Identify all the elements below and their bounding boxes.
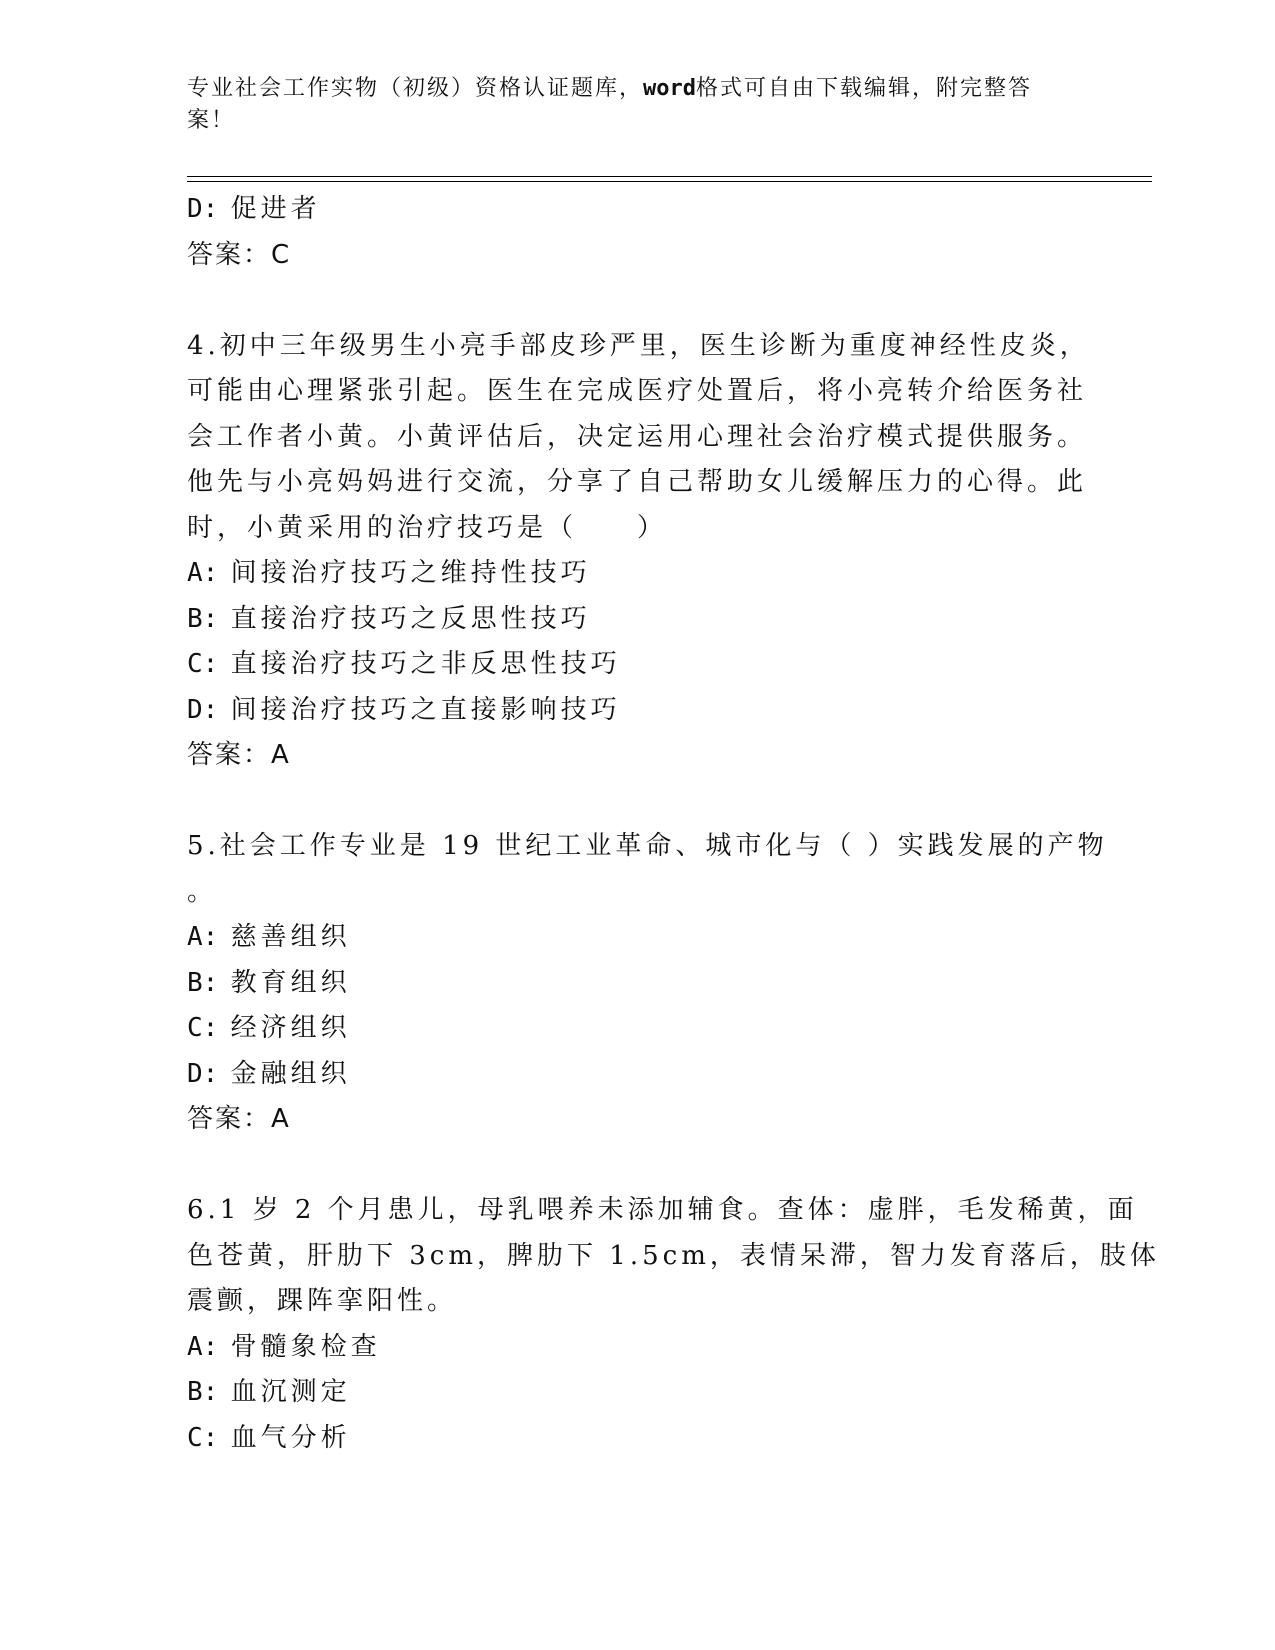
q4-answer: 答案：A xyxy=(187,740,291,770)
q4-option-c xyxy=(187,642,1087,688)
question-stem-line: 时，小黄采用的治疗技巧是（ ） xyxy=(187,512,668,543)
option-text: 慈善组织 xyxy=(230,922,351,952)
question-stem-line: 6.1 岁 2 个月患儿，母乳喂养未添加辅食。查体：虚胖，毛发稀黄，面 xyxy=(187,1195,1138,1225)
option-key: B: xyxy=(187,603,219,634)
option-key: A: xyxy=(187,922,219,952)
option-key: C: xyxy=(187,1422,219,1453)
option-key: B: xyxy=(187,1377,219,1407)
q5-option-a xyxy=(187,915,1087,961)
q4-option-b xyxy=(187,597,1087,643)
option-text: 直接治疗技巧之非反思性技巧 xyxy=(230,649,621,679)
option-text: 间接治疗技巧之维持性技巧 xyxy=(230,558,591,588)
question-stem-line: 4.初中三年级男生小亮手部皮珍严里，医生诊断为重度神经性皮炎， xyxy=(187,330,1090,361)
q6-option-b xyxy=(187,1370,1087,1416)
option-key: D: xyxy=(187,694,219,725)
q4-option-d xyxy=(187,688,1087,734)
q5-option-b xyxy=(187,961,1087,1007)
option-text: 间接治疗技巧之直接影响技巧 xyxy=(230,694,621,725)
option-key: C: xyxy=(187,1013,219,1043)
header-divider-bottom xyxy=(187,181,1152,182)
q3-option-d xyxy=(187,187,1087,233)
page-header xyxy=(187,73,1087,137)
option-key: A: xyxy=(187,1331,219,1362)
question-4 xyxy=(187,324,1090,779)
question-stem-line: 5.社会工作专业是 19 世纪工业革命、城市化与（ ）实践发展的产物 xyxy=(187,831,1108,861)
option-text: 直接治疗技巧之反思性技巧 xyxy=(230,603,591,634)
question-stem-line: 震颤，踝阵挛阳性。 xyxy=(187,1286,458,1316)
question-stem-line: 色苍黄，肝肋下 3cm，脾肋下 1.5cm，表情呆滞，智力发育落后，肢体 xyxy=(187,1240,1160,1271)
q3-answer: 答案：C xyxy=(187,239,292,270)
option-key: B: xyxy=(187,967,219,998)
option-key: D: xyxy=(187,194,219,224)
document-body xyxy=(187,187,1160,1461)
q5-option-c xyxy=(187,1006,1087,1052)
q6-option-a xyxy=(187,1325,1087,1371)
q4-option-a xyxy=(187,551,1087,597)
option-key: C: xyxy=(187,649,219,679)
header-text-word: word xyxy=(643,76,696,101)
header-line-2: 案！ xyxy=(187,108,236,133)
header-divider-top xyxy=(187,176,1152,177)
header-line-1 xyxy=(187,73,1087,105)
header-text-post: 格式可自由下载编辑，附完整答 xyxy=(696,76,1033,101)
option-key: D: xyxy=(187,1058,219,1089)
option-text: 金融组织 xyxy=(230,1058,351,1089)
question-stem-line: 可能由心理紧张引起。医生在完成医疗处置后，将小亮转介给医务社 xyxy=(187,376,1088,406)
q6-option-c xyxy=(187,1416,1087,1462)
question-6 xyxy=(187,1188,1160,1461)
header-text-pre: 专业社会工作实物（初级）资格认证题库， xyxy=(187,76,644,101)
q5-answer: 答案：A xyxy=(187,1104,291,1134)
spacer xyxy=(187,278,1087,324)
option-text: 骨髓象检查 xyxy=(230,1331,381,1362)
option-text: 血沉测定 xyxy=(230,1377,351,1407)
option-text: 血气分析 xyxy=(230,1422,351,1453)
option-text: 教育组织 xyxy=(230,967,351,998)
option-key: A: xyxy=(187,558,219,588)
question-5 xyxy=(187,824,1108,1143)
spacer xyxy=(187,1143,1087,1189)
spacer xyxy=(187,779,1087,825)
option-text: 促进者 xyxy=(230,194,321,224)
question-stem-line: 。 xyxy=(187,876,218,907)
option-text: 经济组织 xyxy=(230,1013,351,1043)
question-stem-line: 会工作者小黄。小黄评估后，决定运用心理社会治疗模式提供服务。 xyxy=(187,421,1088,452)
question-stem-line: 他先与小亮妈妈进行交流，分享了自己帮助女儿缓解压力的心得。此 xyxy=(187,467,1088,497)
q5-option-d xyxy=(187,1052,1087,1098)
